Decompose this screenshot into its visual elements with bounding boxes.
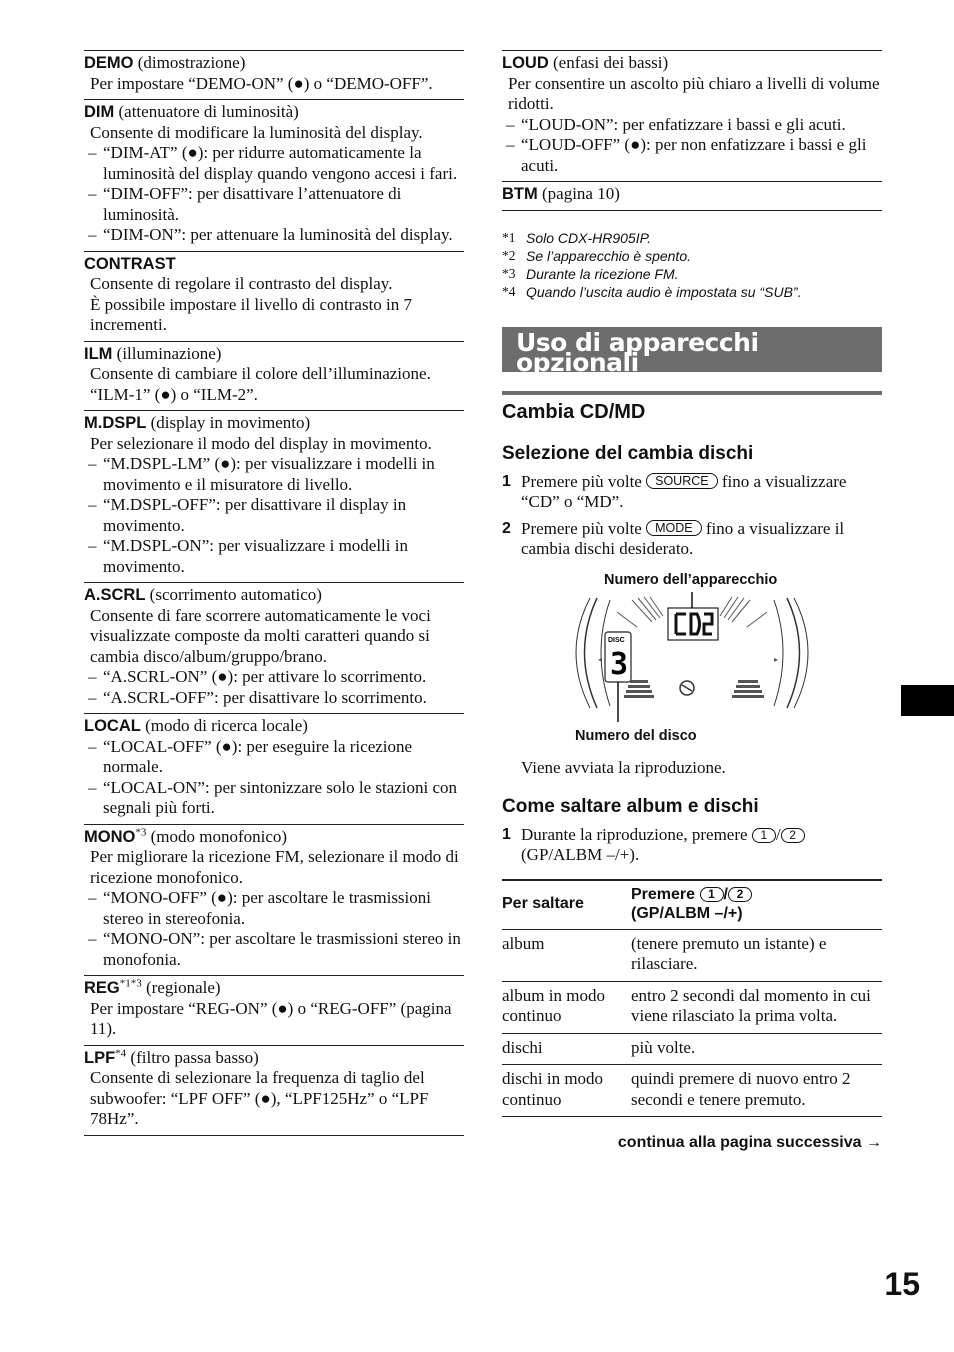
setting-term: A.SCRL	[84, 586, 146, 604]
footnote-mark: *2	[502, 247, 516, 263]
setting-term: MONO	[84, 827, 136, 846]
dash-bullet: –	[88, 184, 97, 203]
setting-option-text: “DIM-AT” (●): per ridurre automaticamente la luminosità del display quando vengono accesi i fari.	[103, 143, 458, 183]
setting-description: Consente di cambiare il colore dell’illuminazione. “ILM-1” (●) o “ILM-2”.	[90, 364, 431, 404]
dash-bullet: –	[506, 114, 515, 134]
selection-step-1	[502, 472, 882, 513]
setting-option-text: “A.SCRL-ON” (●): per attivare lo scorrimento.	[103, 667, 427, 686]
setting-option	[84, 143, 464, 184]
setting-description: Per migliorare la ricezione FM, selezionare il modo di ricezione monofonico.	[90, 847, 459, 887]
setting-entry	[84, 582, 464, 713]
step-text: Premere più volte	[521, 518, 647, 538]
setting-heading	[84, 344, 464, 365]
dash-bullet: –	[88, 888, 97, 907]
setting-gloss: (modo di ricerca locale)	[140, 716, 308, 735]
setting-gloss: (scorrimento automatico)	[145, 585, 322, 604]
settings-list-continued	[502, 50, 882, 211]
svg-text:◂: ◂	[598, 654, 603, 664]
dash-bullet: –	[88, 225, 97, 244]
setting-option-text: “M.DSPL-LM” (●): per visualizzare i modelli in movimento e il misuratore di livello.	[103, 454, 435, 494]
setting-option-text: “M.DSPL-ON”: per visualizzare i modelli in movimento.	[103, 536, 408, 576]
key-1-icon: 1	[752, 828, 776, 843]
setting-description: Per impostare “REG-ON” (●) o “REG-OFF” (pagina 11).	[90, 998, 452, 1038]
setting-term: LPF	[84, 1048, 116, 1067]
key-1-icon: 1	[700, 887, 724, 902]
setting-option	[84, 737, 464, 778]
table-row	[502, 929, 882, 981]
lcd-disc-label: DISC	[608, 636, 625, 644]
dash-bullet: –	[88, 777, 97, 797]
svg-text:▸: ▸	[774, 654, 779, 664]
setting-heading	[502, 53, 882, 74]
setting-entry	[84, 1045, 464, 1136]
slash: /	[775, 824, 781, 844]
footnote-text: Durante la ricezione FM.	[526, 265, 679, 282]
table-header-row	[502, 880, 882, 930]
setting-entry	[84, 50, 464, 99]
cell-press: entro 2 secondi dal momento in cui viene rilasciato la prima volta.	[631, 985, 871, 1025]
footnote	[502, 247, 882, 265]
setting-option	[84, 225, 464, 246]
setting-description: Per impostare “DEMO-ON” (●) o “DEMO-OFF”.	[90, 73, 433, 93]
cell-skip: dischi	[502, 1037, 543, 1057]
source-key-icon: SOURCE	[646, 473, 717, 489]
setting-entry	[84, 99, 464, 251]
setting-term: DIM	[84, 103, 115, 121]
setting-gloss: (display in movimento)	[146, 413, 311, 432]
subsection-title: Cambia CD/MD	[502, 400, 646, 423]
right-column	[502, 50, 882, 1117]
playback-note: Viene avviata la riproduzione.	[521, 757, 726, 777]
key-2-icon: 2	[728, 887, 752, 902]
step-number: 1	[502, 825, 511, 843]
cell-press: (tenere premuto un istante) e rilasciare.	[631, 933, 827, 973]
footnote-text: Quando l’uscita audio è impostata su “SUB”.	[526, 283, 802, 300]
setting-option-text: “DIM-ON”: per attenuare la luminosità del display.	[103, 225, 453, 244]
setting-term: LOCAL	[84, 717, 141, 735]
subsection-header	[502, 391, 882, 423]
setting-term: M.DSPL	[84, 414, 147, 432]
setting-option-text: “M.DSPL-OFF”: per disattivare il display in movimento.	[103, 495, 407, 535]
header-text: (GP/ALBM –/+)	[631, 904, 743, 922]
footnote	[502, 229, 882, 247]
setting-option-text: “LOUD-OFF” (●): per non enfatizzare i bassi e gli acuti.	[521, 135, 867, 175]
lcd-display-illustration	[502, 592, 882, 752]
setting-option-text: “MONO-OFF” (●): per ascoltare le trasmissioni stereo in stereofonia.	[103, 888, 431, 928]
setting-heading	[84, 585, 464, 606]
setting-gloss: (dimostrazione)	[133, 53, 246, 72]
mode-key-icon: MODE	[646, 520, 702, 536]
setting-option	[502, 115, 882, 136]
cell-skip: album in modo continuo	[502, 985, 605, 1025]
setting-option-text: “MONO-ON”: per ascoltare le trasmissioni stereo in monofonia.	[103, 929, 461, 969]
setting-description: Consente di selezionare la frequenza di taglio del subwoofer: “LPF OFF” (●), “LPF125Hz” o “LPF 78Hz”.	[90, 1068, 429, 1128]
skip-heading: Come saltare album e dischi	[502, 796, 759, 817]
setting-term: CONTRAST	[84, 254, 176, 273]
selection-heading: Selezione del cambia dischi	[502, 443, 754, 464]
table-row	[502, 1065, 882, 1117]
table-row	[502, 981, 882, 1033]
setting-term: LOUD	[502, 54, 549, 72]
step-text: fino a visualizzare il cambia dischi desiderato.	[521, 518, 845, 558]
setting-description: È possibile impostare il livello di contrasto in 7 incrementi.	[90, 294, 413, 334]
setting-entry	[84, 341, 464, 411]
setting-heading	[84, 978, 464, 999]
setting-option-text: “DIM-OFF”: per disattivare l’attenuatore di luminosità.	[103, 184, 402, 224]
footnote-text: Solo CDX-HR905IP.	[526, 229, 652, 246]
lcd-disc-number: 3	[610, 646, 629, 682]
left-column	[84, 50, 464, 1136]
setting-gloss: (illuminazione)	[112, 343, 222, 363]
dash-bullet: –	[88, 495, 97, 514]
setting-option	[84, 888, 464, 929]
cell-press: più volte.	[631, 1037, 696, 1057]
step-text: fino a visualizzare “CD” o “MD”.	[521, 471, 847, 511]
footnote-text: Se l’apparecchio è spento.	[526, 247, 691, 264]
setting-option	[502, 135, 882, 176]
skip-step-1	[502, 825, 882, 866]
setting-term: ILM	[84, 344, 113, 363]
dash-bullet: –	[88, 687, 97, 707]
setting-description: Consente di regolare il contrasto del display.	[90, 274, 393, 293]
disc-number-label: Numero del disco	[575, 727, 697, 744]
setting-entry	[84, 251, 464, 341]
footnote	[502, 283, 882, 301]
setting-gloss: (filtro passa basso)	[126, 1047, 259, 1067]
unit-number-label: Numero dell’apparecchio	[604, 571, 778, 588]
setting-option-text: “LOCAL-ON”: per sintonizzare solo le stazioni con segnali più forti.	[103, 777, 458, 817]
step-number: 1	[502, 472, 511, 490]
setting-entry	[84, 824, 464, 976]
setting-option	[84, 495, 464, 536]
setting-heading	[84, 716, 464, 737]
setting-heading	[84, 102, 464, 123]
setting-option-text: “LOCAL-OFF” (●): per eseguire la ricezione normale.	[103, 736, 413, 776]
footnote-ref: *3	[135, 825, 147, 838]
setting-entry	[84, 713, 464, 824]
cell-skip: dischi in modo continuo	[502, 1069, 604, 1109]
header-text: Premere	[631, 885, 700, 903]
slash: /	[723, 885, 728, 903]
setting-heading	[502, 184, 882, 205]
footnote-mark: *1	[502, 229, 516, 245]
setting-option-text: “A.SCRL-OFF”: per disattivare lo scorrimento.	[103, 687, 427, 707]
setting-option-text: “LOUD-ON”: per enfatizzare i bassi e gli acuti.	[521, 114, 846, 134]
setting-description: Consente di fare scorrere automaticamente le voci visualizzate composte da molti caratteri quando si cambia disco/album/gruppo/brano.	[90, 605, 431, 666]
setting-term: BTM	[502, 185, 538, 203]
setting-description: Per consentire un ascolto più chiaro a livelli di volume ridotti.	[508, 73, 880, 113]
setting-heading	[84, 413, 464, 434]
setting-option	[84, 667, 464, 688]
setting-heading	[84, 1048, 464, 1069]
setting-term: REG	[84, 979, 120, 997]
dash-bullet: –	[88, 143, 97, 162]
setting-entry	[84, 975, 464, 1045]
step-text: (GP/ALBM –/+).	[521, 845, 640, 864]
setting-entry	[502, 50, 882, 181]
setting-entry	[84, 410, 464, 582]
footnotes	[502, 229, 882, 301]
step-number: 2	[502, 519, 511, 537]
setting-heading	[84, 53, 464, 74]
setting-gloss: (regionale)	[141, 978, 221, 997]
col-press-header	[631, 880, 882, 930]
setting-option	[84, 454, 464, 495]
setting-option	[84, 184, 464, 225]
setting-option	[84, 688, 464, 709]
step-text: Durante la riproduzione, premere	[521, 824, 752, 844]
setting-description: Consente di modificare la luminosità del display.	[90, 122, 423, 142]
section-title: Uso di apparecchi opzionali	[502, 327, 882, 372]
setting-term: DEMO	[84, 54, 134, 72]
setting-option	[84, 778, 464, 819]
setting-option	[84, 929, 464, 970]
selection-step-2	[502, 519, 882, 560]
display-figure	[502, 570, 882, 770]
dash-bullet: –	[506, 135, 515, 154]
setting-gloss: (pagina 10)	[537, 184, 620, 203]
setting-option	[84, 536, 464, 577]
dash-bullet: –	[88, 667, 97, 686]
step-text: Premere più volte	[521, 471, 647, 491]
setting-gloss: (modo monofonico)	[146, 826, 288, 846]
section-tab-marker	[901, 685, 954, 716]
setting-gloss: (enfasi dei bassi)	[548, 53, 669, 72]
setting-heading	[84, 254, 464, 275]
key-2-icon: 2	[781, 828, 805, 843]
page-number: 15	[884, 1266, 920, 1302]
dash-bullet: –	[88, 454, 97, 473]
continue-note: continua alla pagina successiva →	[617, 1134, 882, 1151]
col-skip-header: Per saltare	[502, 895, 584, 912]
dash-bullet: –	[88, 536, 97, 555]
footnote	[502, 265, 882, 283]
setting-gloss: (attenuatore di luminosità)	[114, 102, 299, 121]
footnote-ref: *1*3	[119, 977, 142, 990]
dash-bullet: –	[88, 736, 97, 756]
dash-bullet: –	[88, 929, 97, 948]
skip-table	[502, 879, 882, 1118]
footnote-ref: *4	[115, 1046, 127, 1059]
cell-press: quindi premere di nuovo entro 2 secondi e tenere premuto.	[631, 1069, 851, 1109]
setting-heading	[84, 827, 464, 848]
cell-skip: album	[502, 933, 545, 953]
table-row	[502, 1033, 882, 1065]
footnote-mark: *3	[502, 265, 516, 281]
footnote-mark: *4	[502, 283, 516, 299]
setting-description: Per selezionare il modo del display in movimento.	[90, 433, 432, 453]
setting-entry	[502, 181, 882, 211]
